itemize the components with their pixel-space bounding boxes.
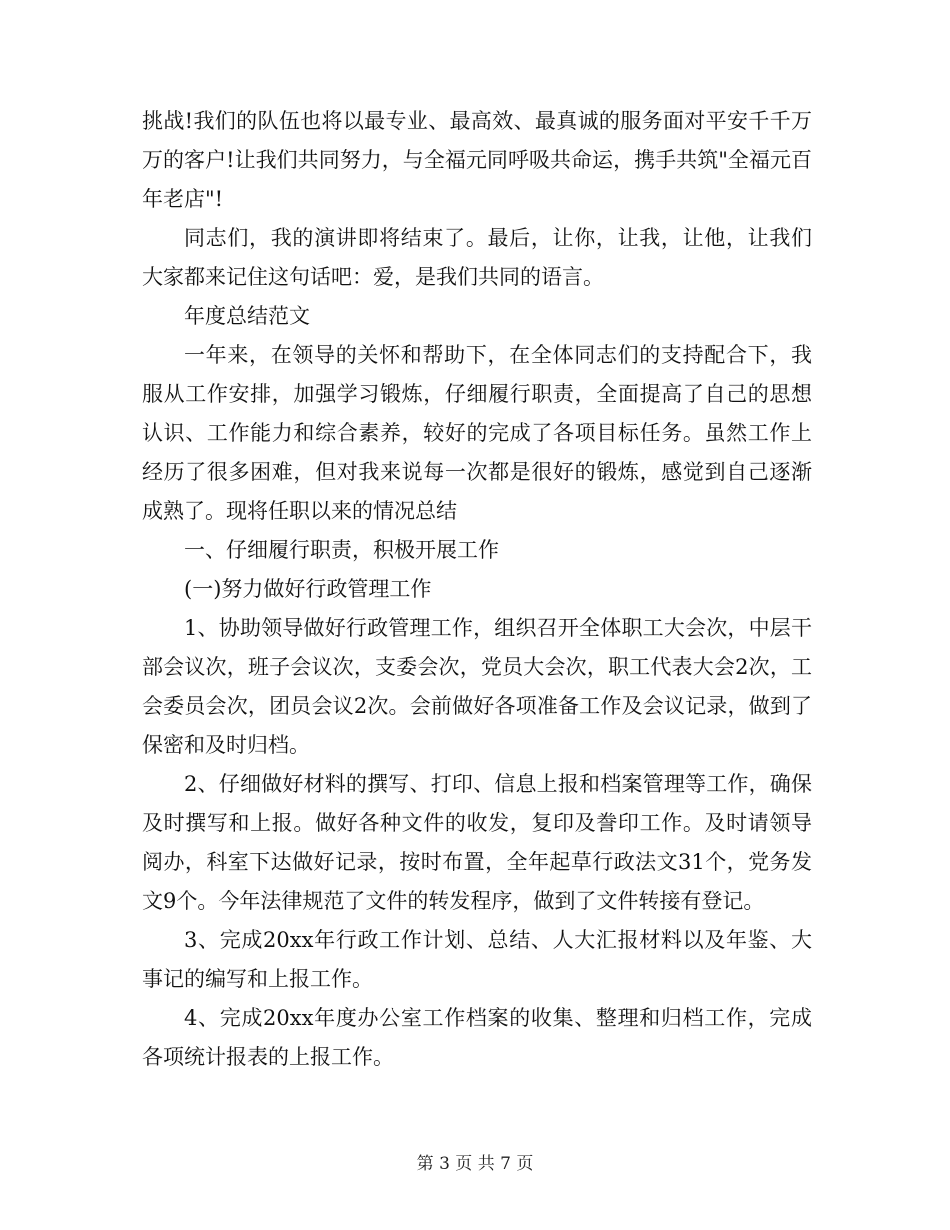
paragraph-intro: 一年来，在领导的关怀和帮助下，在全体同志们的支持配合下，我服从工作安排，加强学习锻炼，仔细履行职责，全面提高了自己的思想认识、工作能力和综合素养，较好的完成了各项目标任务。虽然工作上经历了很多困难，但对我来说每一次都是很好的锻炼，感觉到自己逐渐成熟了。现将任职以来的情况总结 <box>142 343 812 523</box>
paragraph-2: 同志们，我的演讲即将结束了。最后，让你，让我，让他，让我们大家都来记住这句话吧：爱，是我们共同的语言。 <box>142 226 812 289</box>
paragraph-1: 挑战!我们的队伍也将以最专业、最高效、最真诚的服务面对平安千千万万的客户!让我们共同努力，与全福元同呼吸共命运，携手共筑"全福元百年老店"! <box>142 109 812 211</box>
page-number-footer: 第 3 页 共 7 页 <box>416 1154 534 1174</box>
list-item-4: 4、完成20xx年度办公室工作档案的收集、整理和归档工作，完成各项统计报表的上报工作。 <box>142 1006 812 1069</box>
document-body <box>142 102 812 1077</box>
list-item-2: 2、仔细做好材料的撰写、打印、信息上报和档案管理等工作，确保及时撰写和上报。做好各种文件的收发，复印及誊印工作。及时请领导阅办，科室下达做好记录，按时布置，全年起草行政法文31个，党务发文9个。今年法律规范了文件的转发程序，做到了文件转接有登记。 <box>142 772 812 913</box>
list-item-3: 3、完成20xx年行政工作计划、总结、人大汇报材料以及年鉴、大事记的编写和上报工作。 <box>142 928 812 991</box>
heading-level-1: 一、仔细履行职责，积极开展工作 <box>184 538 499 562</box>
section-title: 年度总结范文 <box>184 304 310 328</box>
heading-level-2: (一)努力做好行政管理工作 <box>184 577 432 601</box>
list-item-1: 1、协助领导做好行政管理工作，组织召开全体职工大会次，中层干部会议次，班子会议次，支委会次，党员大会次，职工代表大会2次，工会委员会次，团员会议2次。会前做好各项准备工作及会议记录，做到了保密和及时归档。 <box>142 616 812 757</box>
